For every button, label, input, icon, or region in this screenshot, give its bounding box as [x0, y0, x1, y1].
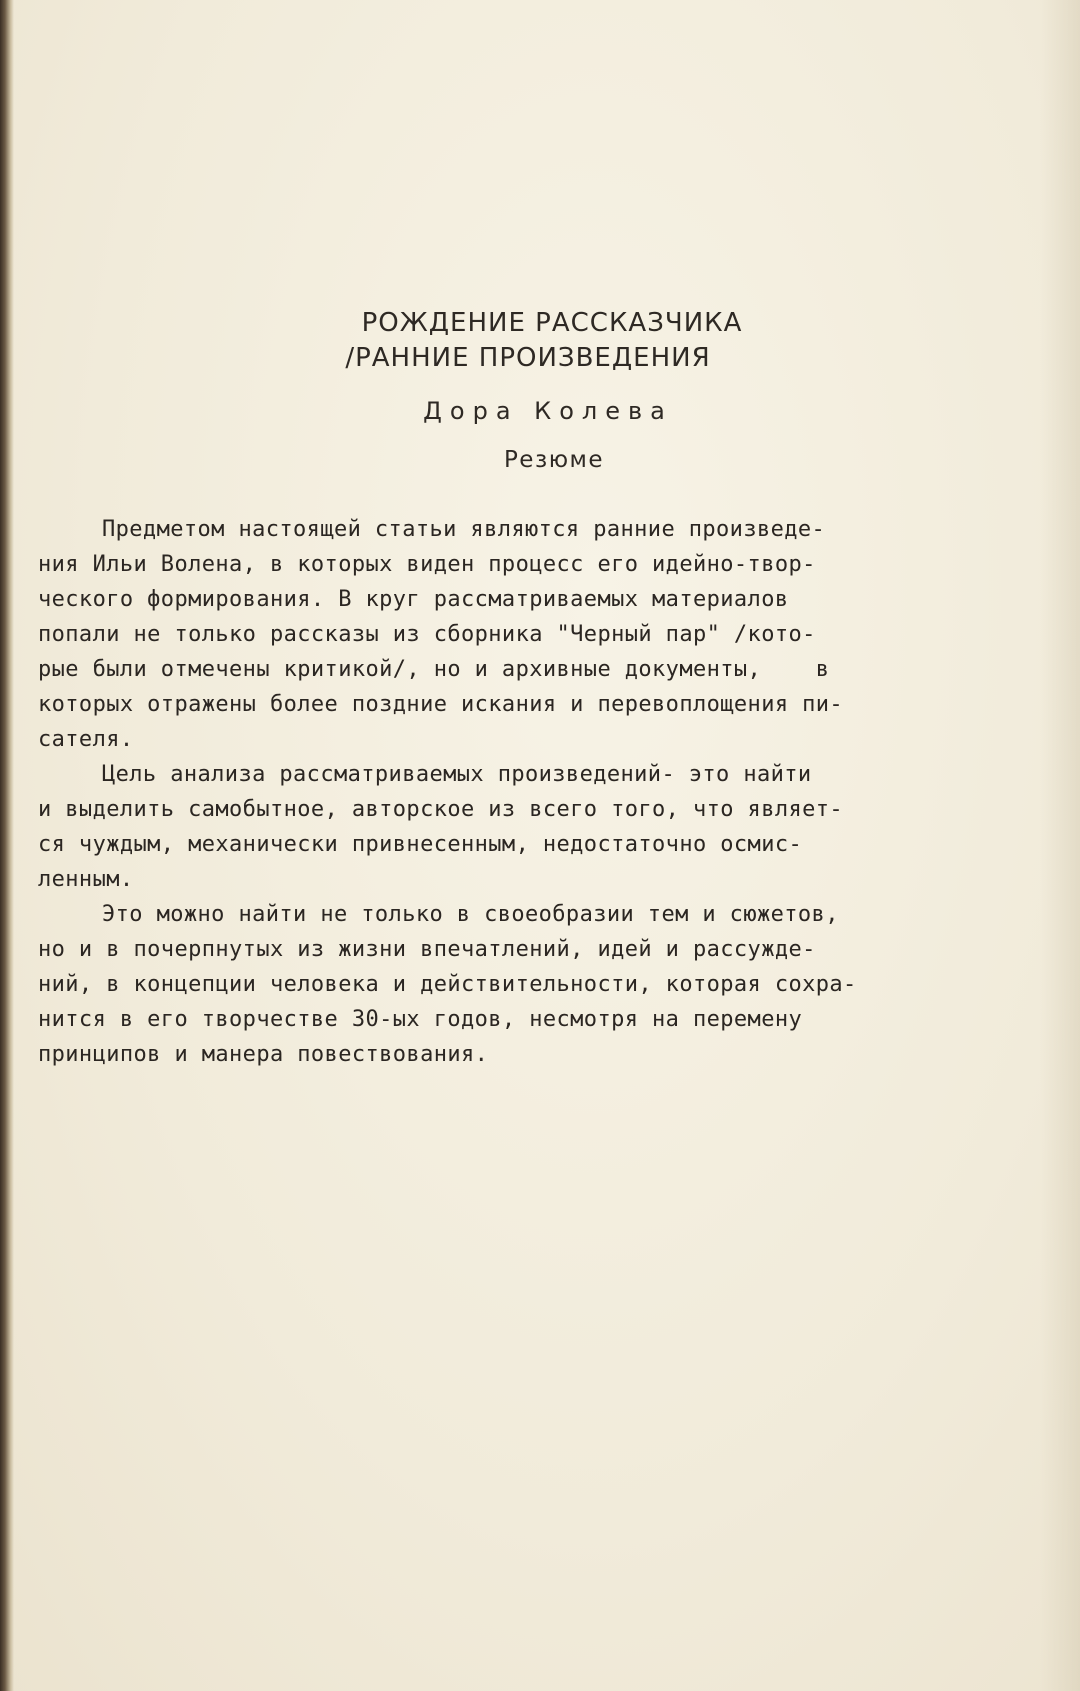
paragraph-3-line-4: нится в его творчестве 30-ых годов, несмотря на перемену	[38, 1007, 803, 1032]
paragraph-1-line-2: ния Ильи Волена, в которых виден процесс его идейно-твор-	[38, 552, 816, 577]
paragraph-2-line-1: Цель анализа рассматриваемых произведений- это найти	[102, 762, 812, 787]
paragraph-3-line-5: принципов и манера повествования.	[38, 1042, 489, 1067]
paragraph-3-line-3: ний, в концепции человека и действительности, которая сохра-	[38, 972, 857, 997]
paragraph-3-line-1: Это можно найти не только в своеобразии тем и сюжетов,	[102, 902, 839, 927]
resume-heading: Резюме	[503, 447, 605, 473]
abstract-body	[38, 512, 988, 1072]
paragraph-1-line-3: ческого формирования. В круг рассматриваемых материалов	[38, 587, 789, 612]
paragraph-3-line-2: но и в почерпнутых из жизни впечатлений, идей и рассужде-	[38, 937, 816, 962]
article-title-line-2: /РАННИЕ ПРОИЗВЕДЕНИЯ	[345, 343, 711, 373]
article-title-line-1: РОЖДЕНИЕ РАССКАЗЧИКА	[361, 308, 743, 338]
paragraph-1-line-6: которых отражены более поздние искания и перевоплощения пи-	[38, 692, 844, 717]
paragraph-2-line-4: ленным.	[38, 867, 134, 892]
paragraph-1-line-7: сателя.	[38, 727, 134, 752]
page-binding-edge	[0, 0, 14, 1691]
author-name: Дора Колева	[423, 397, 673, 425]
paragraph-2-line-2: и выделить самобытное, авторское из всего того, что являет-	[38, 797, 844, 822]
paragraph-1-line-4: попали не только рассказы из сборника "Черный пар" /кото-	[38, 622, 816, 647]
paragraph-2-line-3: ся чуждым, механически привнесенным, недостаточно осмис-	[38, 832, 803, 857]
paragraph-1-line-1: Предметом настоящей статьи являются ранние произведе-	[102, 517, 826, 542]
page-edge-shadow	[1040, 0, 1080, 1691]
paragraph-1-line-5: рые были отмечены критикой/, но и архивные документы, в	[38, 657, 830, 682]
